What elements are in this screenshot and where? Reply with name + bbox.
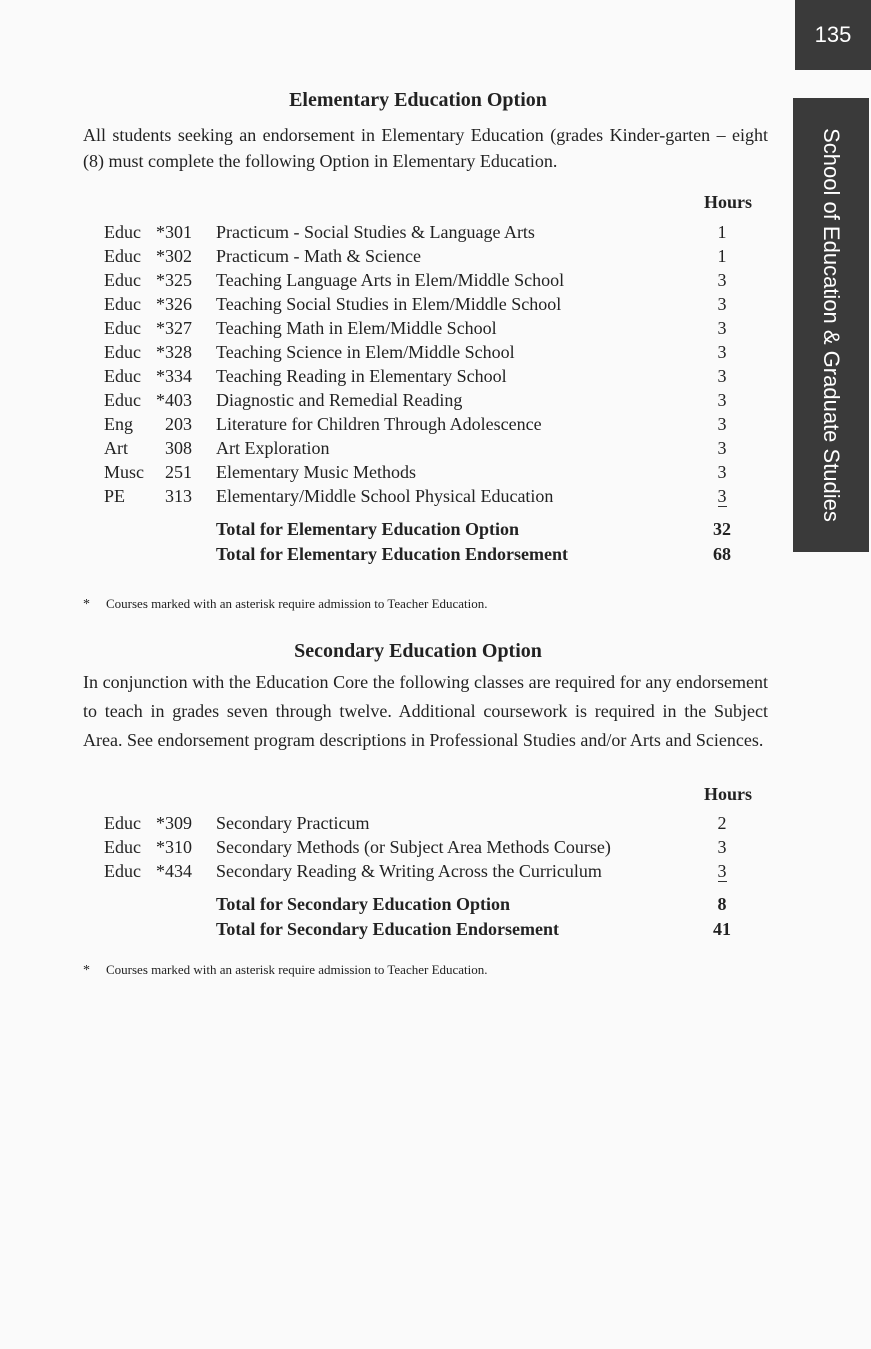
course-title: Secondary Practicum <box>216 813 370 833</box>
total-label: Total for Secondary Education Endorsement <box>216 918 560 939</box>
course-row <box>83 388 744 412</box>
course-row <box>83 859 744 883</box>
course-row <box>83 316 744 340</box>
course-title: Elementary Music Methods <box>216 462 416 482</box>
secondary-title: Secondary Education Option <box>294 640 542 662</box>
course-subject: PE <box>104 486 126 506</box>
asterisk-mark: * <box>83 597 90 612</box>
course-title: Practicum - Social Studies & Language Arts <box>216 222 535 242</box>
course-title: Diagnostic and Remedial Reading <box>216 390 463 410</box>
total-hours: 68 <box>713 543 731 564</box>
course-subject: Educ <box>104 294 141 314</box>
course-subject: Educ <box>104 246 141 266</box>
course-row <box>83 268 744 292</box>
secondary-hours-header: Hours <box>703 784 752 804</box>
course-number: *326 <box>156 294 192 314</box>
total-label: Total for Elementary Education Endorsement <box>216 543 569 564</box>
course-hours <box>700 364 744 388</box>
footnote-text: Courses marked with an asterisk require admission to Teacher Education. <box>106 962 488 977</box>
hours-value: 3 <box>717 270 727 290</box>
section-side-tab <box>793 98 869 552</box>
course-title: Teaching Social Studies in Elem/Middle School <box>216 294 562 314</box>
course-number: 313 <box>165 486 192 506</box>
course-hours <box>700 859 744 883</box>
course-number: *334 <box>156 366 192 386</box>
side-tab-label: School of Education & Graduate Studies <box>819 128 844 522</box>
secondary-course-table <box>83 811 744 941</box>
hours-value: 3 <box>717 486 727 506</box>
hours-value: 3 <box>717 390 727 410</box>
course-row <box>83 460 744 484</box>
hours-value: 1 <box>717 222 727 242</box>
course-title: Secondary Reading & Writing Across the Curriculum <box>216 861 602 881</box>
course-title: Practicum - Math & Science <box>216 246 421 266</box>
course-row <box>83 244 744 268</box>
total-row <box>83 916 744 941</box>
total-hours: 8 <box>717 893 727 914</box>
secondary-intro: In conjunction with the Education Core the following classes are required for any endorsement to teach in grades seven through twelve. Additional coursework is required in the Subject Area. See endorsement program descriptions in Professional Studies and/or Arts and Sciences. <box>83 672 768 750</box>
hours-value: 3 <box>717 366 727 386</box>
elementary-footnote <box>83 596 488 613</box>
total-label: Total for Elementary Education Option <box>216 518 520 539</box>
course-row <box>83 412 744 436</box>
course-number: *301 <box>156 222 192 242</box>
footnote-text: Courses marked with an asterisk require admission to Teacher Education. <box>106 596 488 611</box>
course-number: *325 <box>156 270 192 290</box>
course-number: *328 <box>156 342 192 362</box>
course-hours <box>700 292 744 316</box>
course-title: Elementary/Middle School Physical Education <box>216 486 554 506</box>
elementary-hours-header: Hours <box>703 192 752 212</box>
course-title: Teaching Language Arts in Elem/Middle School <box>216 270 565 290</box>
hours-value: 3 <box>717 294 727 314</box>
course-hours <box>700 244 744 268</box>
course-subject: Educ <box>104 861 141 881</box>
course-number: *403 <box>156 390 192 410</box>
course-number: *310 <box>156 837 192 857</box>
course-row <box>83 220 744 244</box>
course-hours <box>700 436 744 460</box>
total-row <box>83 508 744 541</box>
asterisk-mark: * <box>83 963 90 978</box>
course-row <box>83 436 744 460</box>
course-row <box>83 292 744 316</box>
elementary-title: Elementary Education Option <box>289 89 547 111</box>
course-row <box>83 811 744 835</box>
page-number: 135 <box>795 0 871 70</box>
course-hours <box>700 460 744 484</box>
course-hours <box>700 316 744 340</box>
course-subject: Art <box>104 438 128 458</box>
hours-value: 3 <box>717 342 727 362</box>
course-subject: Educ <box>104 342 141 362</box>
course-number: 203 <box>165 414 192 434</box>
course-number: *327 <box>156 318 192 338</box>
course-subject: Educ <box>104 366 141 386</box>
course-subject: Educ <box>104 270 141 290</box>
course-hours <box>700 484 744 508</box>
elementary-intro: All students seeking an endorsement in Elementary Education (grades Kinder-garten – eight (8) must complete the following Option in Elementary Education. <box>83 125 768 171</box>
course-subject: Educ <box>104 318 141 338</box>
course-title: Teaching Math in Elem/Middle School <box>216 318 497 338</box>
course-number: 251 <box>165 462 192 482</box>
hours-value: 3 <box>717 462 727 482</box>
total-hours: 41 <box>713 918 731 939</box>
course-hours <box>700 340 744 364</box>
course-hours <box>700 811 744 835</box>
course-subject: Educ <box>104 813 141 833</box>
total-row <box>83 541 744 566</box>
course-title: Teaching Reading in Elementary School <box>216 366 507 386</box>
hours-value: 3 <box>717 318 727 338</box>
hours-value: 3 <box>717 414 727 434</box>
course-row <box>83 484 744 508</box>
course-title: Secondary Methods (or Subject Area Methods Course) <box>216 837 611 857</box>
total-hours: 32 <box>713 518 731 539</box>
course-subject: Educ <box>104 390 141 410</box>
elementary-course-table <box>83 220 744 566</box>
course-row <box>83 340 744 364</box>
course-row <box>83 364 744 388</box>
course-hours <box>700 412 744 436</box>
course-hours <box>700 220 744 244</box>
hours-value: 3 <box>717 438 727 458</box>
course-hours <box>700 388 744 412</box>
course-number: *434 <box>156 861 192 881</box>
secondary-footnote <box>83 962 488 979</box>
course-hours <box>700 268 744 292</box>
course-subject: Educ <box>104 837 141 857</box>
total-row <box>83 883 744 916</box>
hours-value: 3 <box>717 837 727 857</box>
hours-value: 2 <box>717 813 727 833</box>
course-subject: Musc <box>104 462 144 482</box>
course-title: Art Exploration <box>216 438 330 458</box>
course-subject: Educ <box>104 222 141 242</box>
hours-value: 1 <box>717 246 727 266</box>
course-title: Teaching Science in Elem/Middle School <box>216 342 515 362</box>
total-label: Total for Secondary Education Option <box>216 893 511 914</box>
hours-value: 3 <box>717 861 727 881</box>
course-title: Literature for Children Through Adolescence <box>216 414 542 434</box>
course-hours <box>700 835 744 859</box>
course-number: *302 <box>156 246 192 266</box>
course-number: 308 <box>165 438 192 458</box>
course-number: *309 <box>156 813 192 833</box>
course-row <box>83 835 744 859</box>
course-subject: Eng <box>104 414 133 434</box>
